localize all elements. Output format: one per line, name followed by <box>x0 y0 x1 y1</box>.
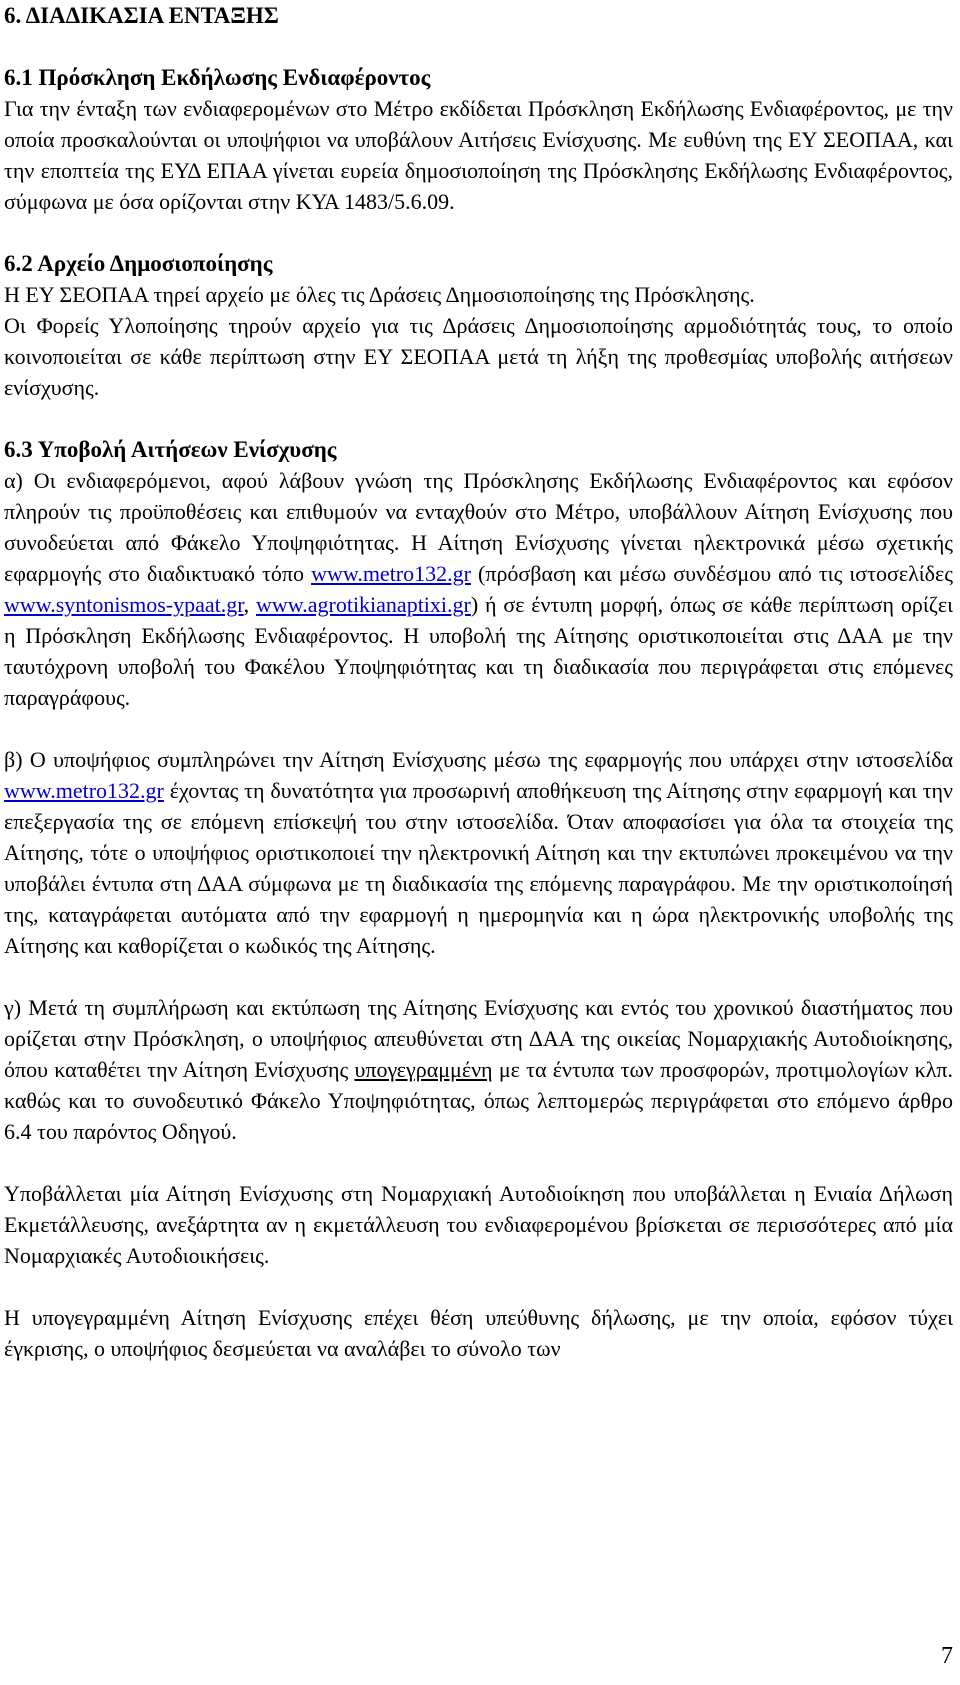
chapter-title: 6. ΔΙΑΔΙΚΑΣΙΑ ΕΝΤΑΞΗΣ <box>4 3 279 28</box>
paragraph-d: Υποβάλλεται μία Αίτηση Ενίσχυσης στη Νομαρχιακή Αυτοδιοίκηση που υποβάλλεται η Ενιαία Δήλωση Εκμετάλλευσης, ανεξάρτητα αν η εκμετάλλευση του ενδιαφερομένου βρίσκεται σε περισσότερες από μία Νομαρχιακές Αυτοδιοικήσεις. <box>4 1181 953 1268</box>
signed-underlined-text: υπογεγραμμένη <box>354 1057 493 1082</box>
syntonismos-link[interactable]: www.syntonismos-ypaat.gr <box>4 592 244 617</box>
section-6-2-text-2: Οι Φορείς Υλοποίησης τηρούν αρχείο για τις Δράσεις Δημοσιοποίησης αρμοδιότητάς τους, το οποίο κοινοποιείται σε κάθε περίπτωση στην ΕΥ ΣΕΟΠΑΑ μετά τη λήξη της προθεσμίας υποβολής αιτήσεων ενίσχυσης. <box>4 313 953 400</box>
paragraph-e: Η υπογεγραμμένη Αίτηση Ενίσχυσης επέχει θέση υπεύθυνης δήλωσης, με την οποία, εφόσον τύχει έγκρισης, ο υποψήφιος δεσμεύεται να αναλάβει το σύνολο των <box>4 1305 953 1361</box>
section-6-2-heading: 6.2 Αρχείο Δημοσιοποίησης <box>4 251 273 276</box>
paragraph-c <box>4 992 953 1147</box>
paragraph-a-text-3: , <box>243 592 256 617</box>
section-6-1-heading: 6.1 Πρόσκληση Εκδήλωσης Ενδιαφέροντος <box>4 65 431 90</box>
page-number: 7 <box>941 1643 953 1669</box>
section-6-3-heading: 6.3 Υποβολή Αιτήσεων Ενίσχυσης <box>4 437 337 462</box>
section-6-1-text: Για την ένταξη των ενδιαφερομένων στο Μέτρο εκδίδεται Πρόσκληση Εκδήλωσης Ενδιαφέροντος, με την οποία προσκαλούνται οι υποψήφιοι να υποβάλουν Αιτήσεις Ενίσχυσης. Με ευθύνη της ΕΥ ΣΕΟΠΑΑ, και την εποπτεία της ΕΥΔ ΕΠΑΑ γίνεται ευρεία δημοσιοποίηση της Πρόσκλησης Εκδήλωσης Ενδιαφέροντος, σύμφωνα με όσα ορίζονται στην ΚΥΑ 1483/5.6.09. <box>4 96 953 214</box>
paragraph-c-text-1: γ) Μετά τη συμπλήρωση και εκτύπωση της Αίτησης Ενίσχυσης και εντός του χρονικού διαστήματος που ορίζεται στην Πρόσκληση, ο υποψήφιος απευθύνεται στη ΔΑΑ της οικείας Νομαρχιακής Αυτοδιοίκησης, όπου καταθέτει την Αίτηση Ενίσχυσης <box>4 995 953 1082</box>
paragraph-b-text-2: έχοντας τη δυνατότητα για προσωρινή αποθήκευση της Αίτησης στην εφαρμογή και την επεξεργασία της σε επόμενη επίσκεψή του στην ιστοσελίδα. Όταν αποφασίσει για όλα τα στοιχεία της Αίτησης, τότε ο υποψήφιος οριστικοποιεί την ηλεκτρονική Αίτηση και την εκτυπώνει προκειμένου να την υποβάλει έντυπα στη ΔΑΑ σύμφωνα με τη διαδικασία της επόμενης παραγράφου. Με την οριστικοποίησή της, καταγράφεται αυτόματα από την εφαρμογή η ημερομηνία και η ώρα ηλεκτρονικής υποβολής της Αίτησης και καθορίζεται ο κωδικός της Αίτησης. <box>4 778 953 958</box>
paragraph-c-text-2: με τα έντυπα των προσφορών, προτιμολογίων κλπ. καθώς και το συνοδευτικό Φάκελο Υποψηφιότητας, όπως λεπτομερώς περιγράφεται στο επόμενο άρθρο 6.4 του παρόντος Οδηγού. <box>4 1057 953 1144</box>
paragraph-a <box>4 465 953 713</box>
paragraph-a-text-1: α) Οι ενδιαφερόμενοι, αφού λάβουν γνώση της Πρόσκλησης Εκδήλωσης Ενδιαφέροντος και εφόσον πληρούν τις προϋποθέσεις και επιθυμούν να ενταχθούν στο Μέτρο, υποβάλλουν Αίτηση Ενίσχυσης που συνοδεύεται από Φάκελο Υποψηφιότητας. Η Αίτηση Ενίσχυσης γίνεται ηλεκτρονικά μέσω σχετικής εφαρμογής στο διαδικτυακό τόπο <box>4 468 953 586</box>
paragraph-b-text-1: β) Ο υποψήφιος συμπληρώνει την Αίτηση Ενίσχυσης μέσω της εφαρμογής που υπάρχει στην ιστοσελίδα <box>4 747 953 772</box>
paragraph-a-text-2: (πρόσβαση και μέσω συνδέσμου από τις ιστοσελίδες <box>470 561 953 586</box>
section-6-2-text-1: Η ΕΥ ΣΕΟΠΑΑ τηρεί αρχείο με όλες τις Δράσεις Δημοσιοποίησης της Πρόσκλησης. <box>4 282 755 307</box>
metro132-link[interactable]: www.metro132.gr <box>311 561 471 586</box>
paragraph-b <box>4 744 953 961</box>
paragraph-a-text-4: ) ή σε έντυπη μορφή, όπως σε κάθε περίπτωση ορίζει η Πρόσκληση Εκδήλωσης Ενδιαφέροντος. Η υποβολή της Αίτησης οριστικοποιείται στις ΔΑΑ με την ταυτόχρονη υποβολή του Φακέλου Υποψηφιότητας και τη διαδικασία που περιγράφεται στις επόμενες παραγράφους. <box>4 592 953 710</box>
metro132-link-2[interactable]: www.metro132.gr <box>4 778 164 803</box>
agrotikianaptixi-link[interactable]: www.agrotikianaptixi.gr <box>256 592 471 617</box>
